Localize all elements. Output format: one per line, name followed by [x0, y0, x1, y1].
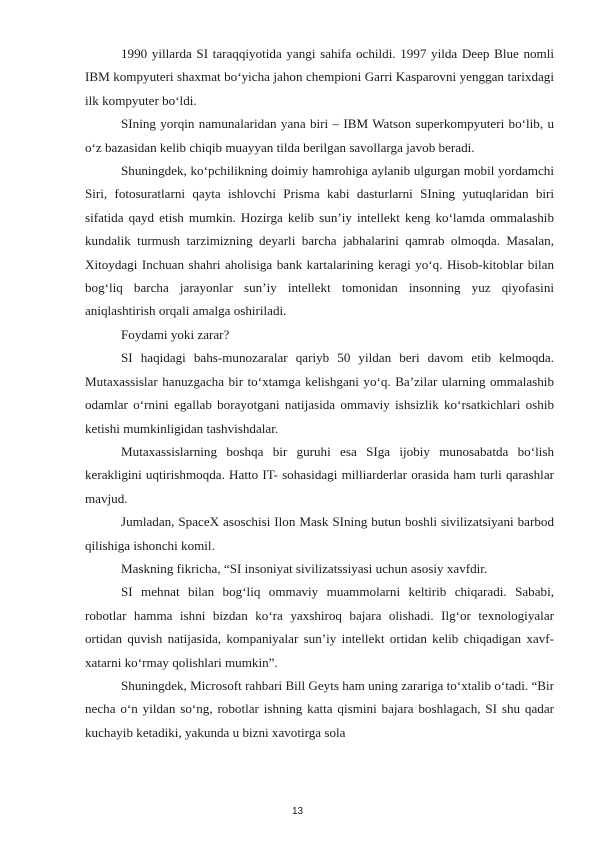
- paragraph-bill-gates: Shuningdek, Microsoft rahbari Bill Geyts ham uning zarariga to‘xtalib o‘tadi. “Bir necha o‘n yildan so‘ng, robotlar ishning katta qismini bajara boshlagach, SI shu qadar kuchayib ketadiki, yakunda u bizni xavotirga sola: [85, 677, 554, 740]
- paragraph-mass-problems: SI mehnat bilan bog‘liq ommaviy muammolarni keltirib chiqaradi. Sababi, robotlar hamma ishni bizdan ko‘ra yaxshiroq bajara olishadi. Ilg‘or texnologiyalar ortidan quvish natijasida, kompaniyalar sun’iy intellekt ortidan kelib chiqadigan xavf-xatarni ko‘rmay qolishlari mumkin”.: [85, 584, 554, 670]
- paragraph-elon-musk: Jumladan, SpaceX asoschisi Ilon Mask SIning butun boshli sivilizatsiyani barbod qilishiga ishonchi komil.: [85, 514, 554, 553]
- paragraph-experts-positive: Mutaxassislarning boshqa bir guruhi esa SIga ijobiy munosabatda bo‘lish kerakligini uqtirishmoqda. Hatto IT- sohasidagi milliarderlar orasida ham turli qarashlar mavjud.: [85, 443, 554, 506]
- paragraph-deep-blue: 1990 yillarda SI taraqqiyotida yangi sahifa ochildi. 1997 yilda Deep Blue nomli IBM kompyuteri shaxmat bo‘yicha jahon chempioni Garri Kasparovni yenggan tarixdagi ilk kompyuter bo‘ldi.: [85, 46, 554, 108]
- page-number: 13: [291, 806, 304, 817]
- section-heading-benefit-or-harm: Foydami yoki zarar?: [121, 326, 230, 342]
- paragraph-debates: SI haqidagi bahs-munozaralar qariyb 50 yildan beri davom etib kelmoqda. Mutaxassislar hanuzgacha bir to‘xtamga kelishgani yo‘q. Ba’zilar ularning ommalashib odamlar o‘rnini egallab borayotgani natijasida ommaviy ishsizlik ko‘rsatkichlari oshib ketishi mumkinligidan tashvishdalar.: [85, 350, 554, 436]
- document-page: [85, 42, 554, 744]
- paragraph-ibm-watson: SIning yorqin namunalaridan yana biri – IBM Watson superkompyuteri bo‘lib, u o‘z bazasidan kelib chiqib muayyan tilda berilgan savollarga javob beradi.: [85, 116, 554, 155]
- paragraph-musk-quote: Maskning fikricha, “SI insoniyat sivilizatssiyasi uchun asosiy xavfdir.: [121, 560, 488, 576]
- paragraph-siri-prisma: Shuningdek, ko‘pchilikning doimiy hamrohiga aylanib ulgurgan mobil yordamchi Siri, fotosuratlarni qayta ishlovchi Prisma kabi dasturlarni SIning yutuqlaridan biri sifatida qayd etish mumkin. Hozirga kelib sun’iy intellekt keng ko‘lamda ommalashib kundalik turmush tarzimizning deyarli barcha jabhalarini qamrab olmoqda. Masalan, Xitoydagi Inchuan shahri aholisiga bank kartalarining keragi yo‘q. Hisob-kitoblar bilan bog‘liq barcha jarayonlar sun’iy intellekt tomonidan insonning yuz qiyofasini aniqlashtirish orqali amalga oshiriladi.: [85, 163, 554, 319]
